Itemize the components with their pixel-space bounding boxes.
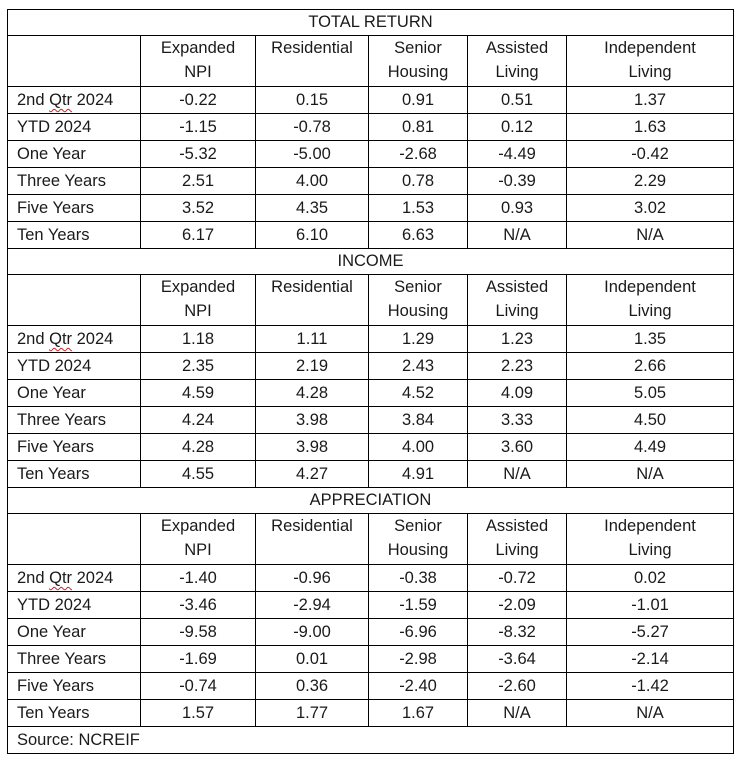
data-cell: 2.35 xyxy=(141,353,256,380)
row-label xyxy=(8,619,141,646)
source-row xyxy=(8,727,734,754)
data-cell: 0.91 xyxy=(369,87,468,114)
row-label xyxy=(8,565,141,592)
column-header xyxy=(256,514,369,565)
data-row xyxy=(8,87,734,114)
column-header xyxy=(567,514,734,565)
data-cell: 0.36 xyxy=(256,673,369,700)
row-label-part: YTD 2024 xyxy=(17,118,92,136)
data-cell: 1.35 xyxy=(567,326,734,353)
row-label xyxy=(8,407,141,434)
data-cell: -9.58 xyxy=(141,619,256,646)
data-cell: 1.11 xyxy=(256,326,369,353)
row-label xyxy=(8,461,141,488)
row-label xyxy=(8,114,141,141)
data-cell: 6.63 xyxy=(369,222,468,249)
column-header-row xyxy=(8,514,734,565)
data-cell: -1.40 xyxy=(141,565,256,592)
column-header-row xyxy=(8,36,734,87)
column-header xyxy=(468,275,567,326)
data-row xyxy=(8,141,734,168)
row-label-part: Three Years xyxy=(17,411,106,429)
spellcheck-word: Qtr xyxy=(49,91,73,109)
column-header-line: Housing xyxy=(387,541,449,559)
section-title-row xyxy=(8,10,734,36)
column-header xyxy=(256,275,369,326)
data-row xyxy=(8,195,734,222)
data-cell: 4.52 xyxy=(369,380,468,407)
data-cell: -2.40 xyxy=(369,673,468,700)
column-header-line: Senior xyxy=(394,278,442,296)
row-label xyxy=(8,141,141,168)
returns-table xyxy=(7,9,734,754)
column-header xyxy=(256,36,369,87)
data-cell: -0.22 xyxy=(141,87,256,114)
row-label-part: 2024 xyxy=(72,91,114,109)
data-cell: -4.49 xyxy=(468,141,567,168)
data-cell: -1.69 xyxy=(141,646,256,673)
row-label-part: Ten Years xyxy=(17,226,90,244)
data-row xyxy=(8,592,734,619)
data-cell: 1.53 xyxy=(369,195,468,222)
data-cell: -2.09 xyxy=(468,592,567,619)
row-label-part: Five Years xyxy=(17,677,95,695)
row-label xyxy=(8,87,141,114)
data-cell: -2.94 xyxy=(256,592,369,619)
data-cell: 2.19 xyxy=(256,353,369,380)
data-cell: 2.66 xyxy=(567,353,734,380)
column-header-line: Expanded xyxy=(160,278,236,296)
data-cell: 1.67 xyxy=(369,700,468,727)
row-label xyxy=(8,222,141,249)
column-header-line: Expanded xyxy=(160,517,236,535)
data-cell: 3.33 xyxy=(468,407,567,434)
data-cell: 4.50 xyxy=(567,407,734,434)
data-cell: -5.27 xyxy=(567,619,734,646)
column-header-line: Assisted xyxy=(485,278,549,296)
data-cell: 1.23 xyxy=(468,326,567,353)
row-label-part: Five Years xyxy=(17,438,95,456)
data-cell: -5.32 xyxy=(141,141,256,168)
data-cell: 0.78 xyxy=(369,168,468,195)
header-blank-cell xyxy=(8,36,141,87)
data-cell: 3.98 xyxy=(256,407,369,434)
data-cell: 2.29 xyxy=(567,168,734,195)
data-cell: 3.84 xyxy=(369,407,468,434)
data-cell: -1.15 xyxy=(141,114,256,141)
data-cell: -9.00 xyxy=(256,619,369,646)
data-cell: 3.98 xyxy=(256,434,369,461)
column-header-line: Residential xyxy=(271,39,353,57)
section-title-row xyxy=(8,249,734,275)
data-cell: N/A xyxy=(468,461,567,488)
data-row xyxy=(8,222,734,249)
data-cell: 4.35 xyxy=(256,195,369,222)
row-label xyxy=(8,380,141,407)
data-cell: 1.77 xyxy=(256,700,369,727)
data-cell: 3.52 xyxy=(141,195,256,222)
column-header xyxy=(369,36,468,87)
column-header-line: Independent xyxy=(604,278,696,296)
data-cell: -5.00 xyxy=(256,141,369,168)
data-row xyxy=(8,673,734,700)
column-header-row xyxy=(8,275,734,326)
data-cell: N/A xyxy=(468,700,567,727)
column-header-line: Residential xyxy=(271,517,353,535)
data-cell: -0.96 xyxy=(256,565,369,592)
data-row xyxy=(8,700,734,727)
column-header-line: Housing xyxy=(387,302,449,320)
row-label-part: One Year xyxy=(17,145,86,163)
data-row xyxy=(8,619,734,646)
section-title: INCOME xyxy=(8,249,734,275)
data-row xyxy=(8,380,734,407)
row-label-part: 2nd xyxy=(17,91,50,109)
column-header-line: NPI xyxy=(184,541,212,559)
data-cell: 4.00 xyxy=(256,168,369,195)
column-header-line: Senior xyxy=(394,517,442,535)
row-label xyxy=(8,168,141,195)
row-label xyxy=(8,195,141,222)
data-cell: 4.91 xyxy=(369,461,468,488)
row-label-part: 2nd xyxy=(17,569,50,587)
data-cell: 0.51 xyxy=(468,87,567,114)
row-label xyxy=(8,434,141,461)
data-cell: 3.02 xyxy=(567,195,734,222)
data-cell: N/A xyxy=(567,461,734,488)
data-cell: 6.10 xyxy=(256,222,369,249)
data-cell: -0.39 xyxy=(468,168,567,195)
column-header xyxy=(468,36,567,87)
row-label-part: Ten Years xyxy=(17,465,90,483)
data-row xyxy=(8,407,734,434)
column-header-line: Living xyxy=(495,302,539,320)
row-label xyxy=(8,646,141,673)
data-cell: -6.96 xyxy=(369,619,468,646)
data-cell: 1.63 xyxy=(567,114,734,141)
data-cell: 2.51 xyxy=(141,168,256,195)
data-cell: 0.01 xyxy=(256,646,369,673)
data-row xyxy=(8,353,734,380)
data-cell: 2.23 xyxy=(468,353,567,380)
column-header xyxy=(567,275,734,326)
row-label-part: 2nd xyxy=(17,330,50,348)
data-row xyxy=(8,434,734,461)
column-header-line: Living xyxy=(628,302,672,320)
row-label-part: YTD 2024 xyxy=(17,596,92,614)
data-row xyxy=(8,461,734,488)
data-cell: -2.98 xyxy=(369,646,468,673)
returns-table-container xyxy=(7,9,734,754)
data-cell: 4.55 xyxy=(141,461,256,488)
data-cell: 0.15 xyxy=(256,87,369,114)
data-cell: 0.81 xyxy=(369,114,468,141)
data-cell: 4.00 xyxy=(369,434,468,461)
data-row xyxy=(8,114,734,141)
column-header-line: Expanded xyxy=(160,39,236,57)
row-label-part: One Year xyxy=(17,623,86,641)
data-cell: -3.64 xyxy=(468,646,567,673)
data-cell: 4.27 xyxy=(256,461,369,488)
data-cell: 5.05 xyxy=(567,380,734,407)
row-label-part: 2024 xyxy=(72,330,114,348)
source-note: Source: NCREIF xyxy=(8,727,734,754)
row-label xyxy=(8,326,141,353)
row-label-part: 2024 xyxy=(72,569,114,587)
column-header-line: Independent xyxy=(604,517,696,535)
data-cell: 4.49 xyxy=(567,434,734,461)
data-cell: N/A xyxy=(567,222,734,249)
data-cell: -0.78 xyxy=(256,114,369,141)
column-header-line: Assisted xyxy=(485,517,549,535)
column-header xyxy=(567,36,734,87)
data-cell: 6.17 xyxy=(141,222,256,249)
data-cell: 4.28 xyxy=(141,434,256,461)
row-label xyxy=(8,673,141,700)
column-header-line: Living xyxy=(495,541,539,559)
data-cell: -2.60 xyxy=(468,673,567,700)
data-cell: 4.09 xyxy=(468,380,567,407)
data-cell: 4.59 xyxy=(141,380,256,407)
data-row xyxy=(8,168,734,195)
column-header-line: NPI xyxy=(184,63,212,81)
column-header xyxy=(141,36,256,87)
row-label-part: Three Years xyxy=(17,172,106,190)
header-blank-cell xyxy=(8,514,141,565)
row-label-part: Five Years xyxy=(17,199,95,217)
data-cell: -0.74 xyxy=(141,673,256,700)
data-cell: -1.59 xyxy=(369,592,468,619)
data-cell: -3.46 xyxy=(141,592,256,619)
row-label xyxy=(8,592,141,619)
data-cell: 1.29 xyxy=(369,326,468,353)
data-cell: 1.37 xyxy=(567,87,734,114)
data-cell: -1.01 xyxy=(567,592,734,619)
data-cell: 3.60 xyxy=(468,434,567,461)
column-header-line: Living xyxy=(495,63,539,81)
row-label-part: Three Years xyxy=(17,650,106,668)
data-cell: 0.12 xyxy=(468,114,567,141)
header-blank-cell xyxy=(8,275,141,326)
data-cell: 0.02 xyxy=(567,565,734,592)
data-cell: -8.32 xyxy=(468,619,567,646)
data-cell: 4.24 xyxy=(141,407,256,434)
column-header-line: Housing xyxy=(387,63,449,81)
data-row xyxy=(8,565,734,592)
column-header xyxy=(141,514,256,565)
data-cell: -0.42 xyxy=(567,141,734,168)
column-header xyxy=(141,275,256,326)
row-label xyxy=(8,353,141,380)
data-cell: -0.38 xyxy=(369,565,468,592)
column-header-line: Living xyxy=(628,63,672,81)
data-cell: 0.93 xyxy=(468,195,567,222)
column-header-line: Assisted xyxy=(485,39,549,57)
column-header xyxy=(369,514,468,565)
data-cell: 4.28 xyxy=(256,380,369,407)
data-row xyxy=(8,326,734,353)
data-cell: 1.57 xyxy=(141,700,256,727)
data-cell: -2.14 xyxy=(567,646,734,673)
column-header xyxy=(369,275,468,326)
section-title-row xyxy=(8,488,734,514)
row-label-part: Ten Years xyxy=(17,704,90,722)
row-label xyxy=(8,700,141,727)
row-label-part: One Year xyxy=(17,384,86,402)
data-cell: -0.72 xyxy=(468,565,567,592)
spellcheck-word: Qtr xyxy=(49,330,73,348)
data-cell: -2.68 xyxy=(369,141,468,168)
data-cell: N/A xyxy=(468,222,567,249)
section-title: APPRECIATION xyxy=(8,488,734,514)
section-title: TOTAL RETURN xyxy=(8,10,734,36)
column-header-line: Senior xyxy=(394,39,442,57)
column-header-line: NPI xyxy=(184,302,212,320)
column-header-line: Independent xyxy=(604,39,696,57)
data-row xyxy=(8,646,734,673)
data-cell: N/A xyxy=(567,700,734,727)
data-cell: 2.43 xyxy=(369,353,468,380)
data-cell: -1.42 xyxy=(567,673,734,700)
data-cell: 1.18 xyxy=(141,326,256,353)
column-header-line: Residential xyxy=(271,278,353,296)
column-header xyxy=(468,514,567,565)
spellcheck-word: Qtr xyxy=(49,569,73,587)
row-label-part: YTD 2024 xyxy=(17,357,92,375)
column-header-line: Living xyxy=(628,541,672,559)
